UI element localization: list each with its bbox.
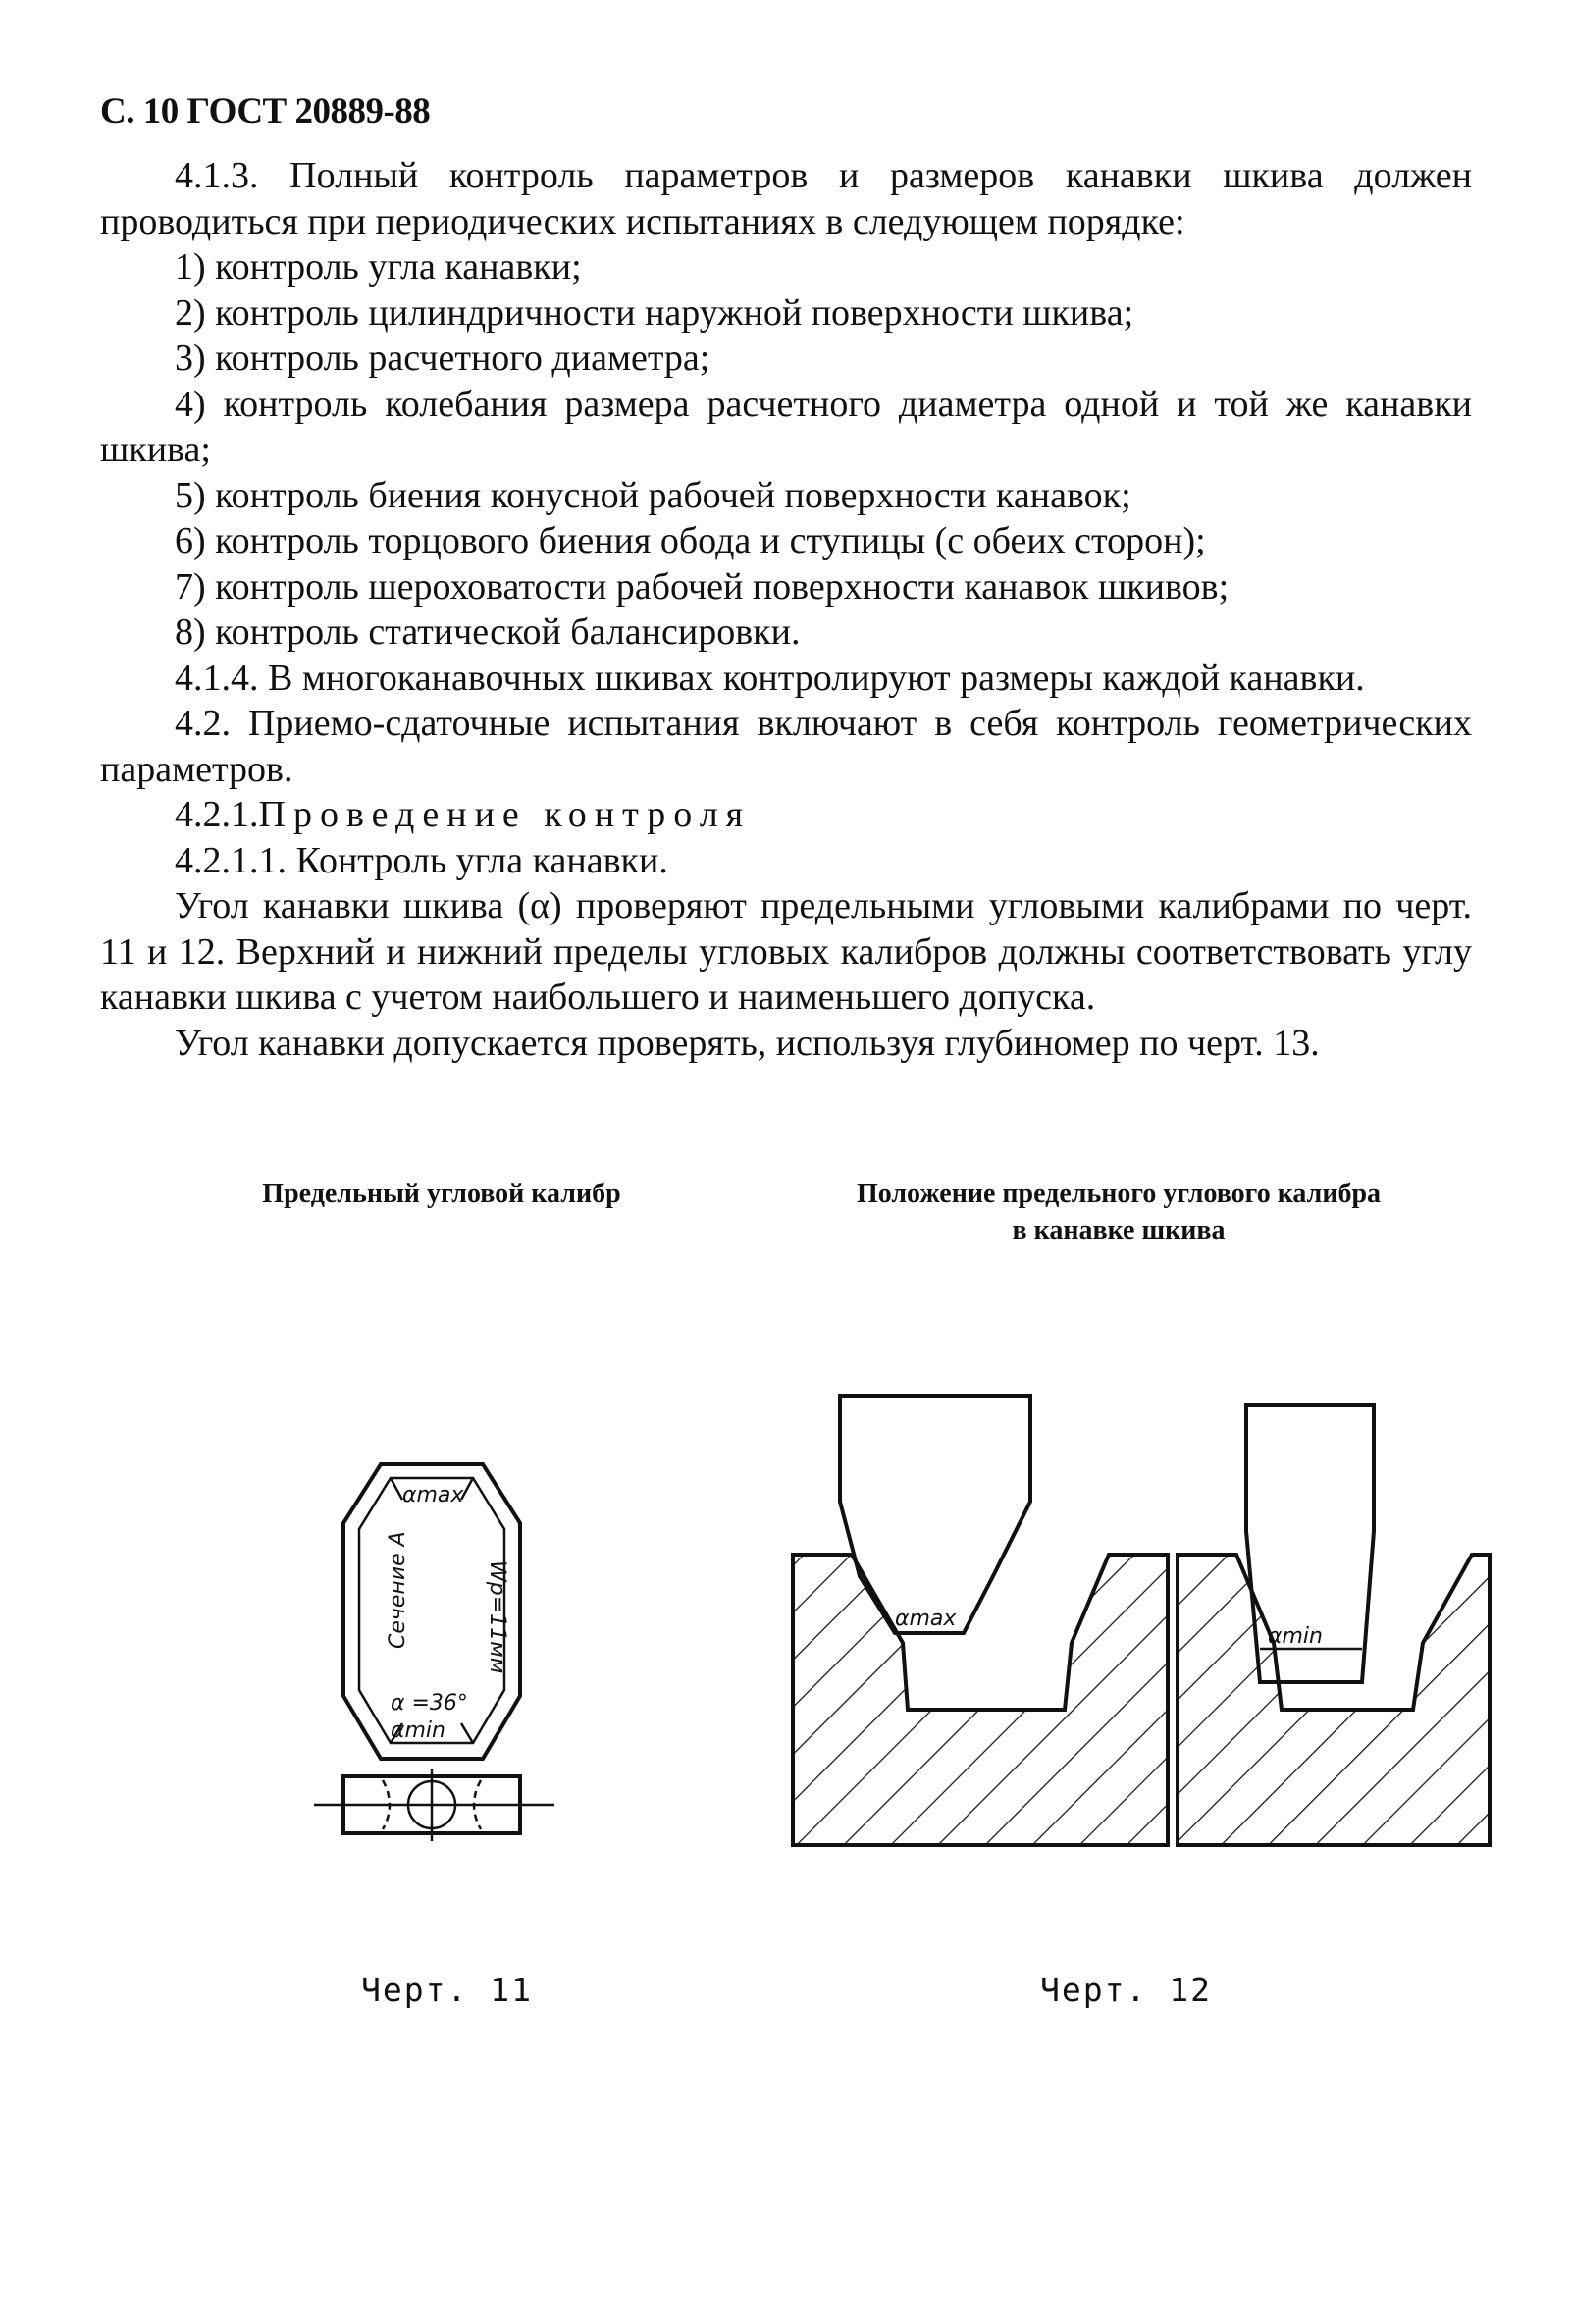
fig11-drawing [314,1452,569,1845]
section-title: Проведение контроля [258,794,752,835]
document-body [100,153,1472,1066]
pulley-section-amin [1178,1405,1490,1845]
fig12-label: Черт. 12 [1040,1971,1212,2009]
fig11-section-label: Сечение А [386,1531,410,1649]
paragraph-4-2-1 [100,792,1472,838]
page-header: С. 10 ГОСТ 20889-88 [100,91,431,132]
list-item: 4) контроль колебания размера расчетного диаметра одной и той же канавки шкива; [100,383,1472,470]
fig11-wp-label: Wp=11мм [485,1560,509,1674]
pulley-section-amax [793,1396,1168,1845]
fig11-label: Черт. 11 [361,1971,533,2009]
list-item: 3) контроль расчетного диаметра; [175,338,710,379]
fig11-amin-label: αmin [391,1718,445,1743]
list-item: 1) контроль угла канавки; [175,246,582,288]
fig12-amin-label: αmin [1268,1624,1323,1649]
list-item: 6) контроль торцового биения обода и ступицы (с обеих сторон); [175,520,1206,561]
fig11-alpha-label: α =36° [391,1691,468,1716]
fig11-caption: Предельный угловой калибр [262,1179,621,1209]
list-item: 5) контроль биения конусной рабочей поверхности канавок; [175,474,1131,516]
fig11-amax-label: αmax [402,1483,464,1507]
gauge-side-view [314,1769,554,1841]
paragraph-4-1-3: 4.1.3. Полный контроль параметров и размеров канавки шкива должен проводиться при периодических испытаниях в следующем порядке: [100,155,1472,242]
list-item: 7) контроль шероховатости рабочей поверхности канавок шкивов; [175,565,1230,607]
paragraph-angle-2: Угол канавки допускается проверять, используя глубиномер по черт. 13. [175,1022,1320,1064]
list-item: 2) контроль цилиндричности наружной поверхности шкива; [175,291,1134,334]
fig12-amax-label: αmax [895,1607,957,1631]
paragraph-4-2: 4.2. Приемо-сдаточные испытания включают в себя контроль геометрических параметров. [100,703,1472,790]
fig12-caption: Положение предельного углового калибра в канавке шкива [856,1179,1382,1245]
paragraph-angle-1: Угол канавки шкива (α) проверяют предельными угловыми калибрами по черт. 11 и 12. Верхний и нижний пределы угловых калибров должны соответствовать углу канавки шкива с учетом наибольшего и наименьшего допуска. [100,885,1472,1018]
section-number: 4.2.1. [175,794,259,835]
list-item: 8) контроль статической балансировки. [175,611,801,653]
paragraph-4-2-1-1: 4.2.1.1. Контроль угла канавки. [175,839,668,881]
paragraph-4-1-4: 4.1.4. В многоканавочных шкивах контролируют размеры каждой канавки. [175,657,1365,699]
fig12-drawing [785,1384,1492,1855]
